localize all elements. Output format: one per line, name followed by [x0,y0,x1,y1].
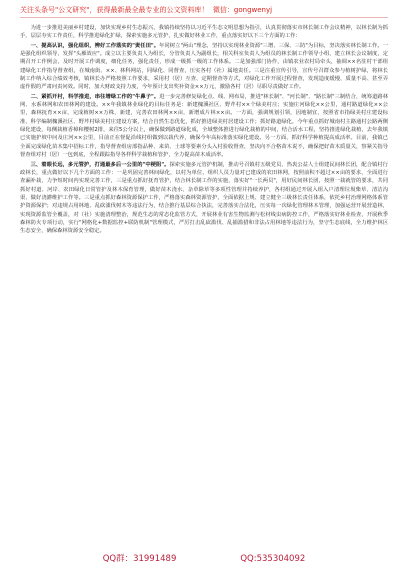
section-two-heading: 二、紧抓开村，科学推进，串往增绿工作的"牛鼻子"。 [30,93,160,100]
banner-promo-text: 关注头条号"公文研究"，获得最新最全最专业的公文资料库！ [20,6,209,14]
section-one-paragraph [20,42,388,92]
banner-wechat-text: 微信：gongwenyj [212,6,273,14]
footer-qq-group: QQ群：31991489 [102,554,177,564]
paragraph-text: 进一步完善修复绿化点、线、网布局，推进"林长制"、"河长制"、"路长制"三制结合，统筹道路林网、水系林网和农田林网的建设。××年我镇林业绿化的目标任务是：新建槐溪社区、野芹村××个绿美村庄；实施庄河绿化××公里，通村路道绿化××公里，森林抚育××亩，完成植树××万株，新建，完善农田林网××亩，新增成片林××亩。一方面，强调规划引领，因地制宜，按照省市指绿美村庄建设标准，科学编制槐溪社区、野芹村绿美村庄建设方案，结合自然生态优化，抓好推进绿美村居建设工作；抓好路道绿化，今年重点抓好城南村主路通村公路两侧绿化建设，每侧栽植香樟和樱树2排，来往5公分以上，确保做到路道绿化成，全域整体推进行绿化栽植的中间，结合活水工程，坚持推进绿化栽植，去年我镇已实施护坡中问及庄河××公里，目前正在督促沿线村组做到以栽代养，确保今年高标准落实绿化建设。另一方面，抓好科学种植提高成活率。目前，我镇已全面完成绿化苗木集中招标工作，指导督查组房部指品种、来苗、土球等要素分头入村验收督查，坚决向不合格苗木说不，确保把好苗木质量关，察紧关指导督查组对村（居）一包到底，全程跟踪指导各样科学栽植和管护，全力提高苗木成活率。 [20,93,388,159]
intro-paragraph [20,24,388,41]
header-divider [20,17,388,18]
footer-contact [0,551,408,567]
paragraph-text: 探索实施多元管护机制，推动号召镇村五级党员、热衷公益人士组建民间林长团，配合镇村行政林长，重点做好以下几个方面的工作：一是巩固完善林间绿化，以村为单位，组织人员力量对已建成的农田林网，按照前积不超过××亩的要求，全面进行查漏补栽，力争短时间内实现完善工作，三是重点抓好抚育管护，结合林长制工作的实施，落实好"一长两员"，用好民间林长团，按照一栽就管的要求，共同抓好村道、河岸、农田绿化日常管护及林木保育管理，做好苗木浇水、杂草除草等多项性管理并持续养护，各村组通过开展入组入户清理垃圾柴草、清洁沟渠、做好浇灌维护工作等。三是重点抓好森林资源保护工作，严格落实森林资源管护，全面依据上规、建立健全三级林长责任体系，依托乡村治理网格体系管护资源保护；对违规占用林地、乱砍滥伐树木等违法行为，结合推行基层综合执法，完善落实合法化，压实每一次绿化管理林木管理，加强运营开展营造林，实现资源监管全覆盖，对（社）实施清理整治，规范生态的常态化监管方式，开展林业有害生物监测与松材线虫病防控工作，严格落实好林业检查，开展秋季森林防火专项行动，实行"网格化+数据监控+联防机制"管理模式，严厉打击乱砍滥伐、乱捕滥猎和非法占用林地等违法行为，坚守生态底线，全力维护林区生态安全，确保森林资源安全稳定。 [20,161,388,235]
paragraph-text: 年同树立"两山"理念，坚持以实现林业资源"三增、三保、三防"为目标，坚决落实林长制工作。一是强化组织领导，发挥"头雁效应"。成立以主要负责人为组长，分管负责人为副组长，相关科室负责人为组员的林长制工作领导小组，建立林长会议制度，定期召开工作例会，及时开展工作调度，细化任务，强化责任，形成一级抓一级的工作体系。二是加强部门协作，由镇农业农村局牵头，抽调××名驻村干部组建绿化工作指导督查组，在城南街、××、林科网站，同绿化、同督查，压实各村（社）属地责任。三是注重宣传引导，宣传号召群众参与植树护绿，将林长制工作纳入综合绩效考核，镇林长办严格按照工作要求，采用村（居）互查、定期督查等方式，对绿化工作开展过程督查，发现造度缓慢、质量不高、甚至弄虚作假的严肃问责问效。同时，加大财政支持力度，今年预计支出奖补资金××万元，激励各村（居）尽职尽责做好工作。 [20,42,388,91]
header-banner [20,5,388,16]
footer-qq: QQ:535304092 [240,554,306,564]
paragraph-text: 为进一步推进美丽乡村建设，加快实现乡村生态振兴，我镇持续坚持以习近平生态文明思想为指引，认真贯彻落实市林长制工作会议精神，以林长制为抓手，层层夯实工作责任，科学推进绿化扩绿，探索实施多元管护，扎实做好林业工作，重点落实好以下三个方面的工作： [20,25,388,40]
section-three-paragraph [20,161,388,236]
section-two-paragraph [20,93,388,160]
section-one-heading: 一、提高认识，强化组织，辨好工作落实的"责任田"。 [30,42,160,49]
section-three-heading: 三、着眼长远，多元管护，打通最多后一公里的"中梗阻"。 [30,161,170,168]
document-body [20,24,388,237]
